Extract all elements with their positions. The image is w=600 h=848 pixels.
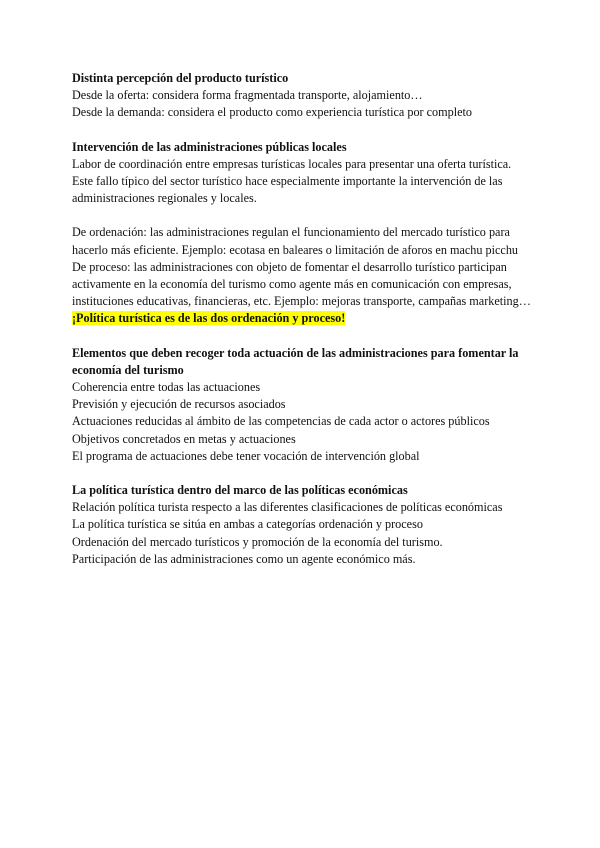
document-page (72, 70, 532, 585)
list-item: Objetivos concretados en metas y actuaciones (72, 431, 296, 446)
paragraph-line: Desde la demanda: considera el producto como experiencia turística por completo (72, 105, 473, 120)
section-heading: Distinta percepción del producto turístico (72, 71, 289, 85)
paragraph-spacer (72, 207, 532, 224)
paragraph-proceso: De proceso: las administraciones con objeto de fomentar el desarrollo turístico participan activamente en la economía del turismo como agente más en comunicación con empresas, instituciones educativas, financieras, etc. Ejemplo: mejoras transporte, campañas marketing… (72, 259, 531, 309)
paragraph-coordination: Labor de coordinación entre empresas turísticas locales para presentar una oferta turística. Este fallo típico del sector turístico hace especialmente importante la intervención de las administraciones regionales y locales. (72, 156, 512, 206)
highlight-line (72, 310, 532, 327)
list-item: Previsión y ejecución de recursos asociados (72, 397, 286, 412)
section-product-perception (72, 70, 532, 122)
list-item: Ordenación del mercado turísticos y promoción de la economía del turismo. (72, 534, 443, 549)
list-item: Relación política turista respecto a las diferentes clasificaciones de políticas económicas (72, 500, 503, 515)
list-item: Participación de las administraciones como un agente económico más. (72, 551, 416, 566)
section-public-administrations (72, 139, 532, 328)
section-economic-policies (72, 482, 532, 568)
section-heading: Intervención de las administraciones públicas locales (72, 139, 347, 154)
section-heading: La política turística dentro del marco de las políticas económicas (72, 483, 408, 498)
section-heading: Elementos que deben recoger toda actuación de las administraciones para fomentar la economía del turismo (72, 345, 519, 377)
paragraph-line: Desde la oferta: considera forma fragmentada transporte, alojamiento… (72, 88, 423, 103)
list-item: Actuaciones reducidas al ámbito de las competencias de cada actor o actores públicos (72, 414, 490, 429)
paragraph-ordenacion: De ordenación: las administraciones regulan el funcionamiento del mercado turístico para hacerlo más eficiente. Ejemplo: ecotasa en baleares o limitación de aforos en machu picchu (72, 225, 519, 257)
list-item: Coherencia entre todas las actuaciones (72, 380, 261, 395)
list-item: La política turística se sitúa en ambas a categorías ordenación y proceso (72, 517, 423, 532)
highlighted-text: ¡Política turística es de las dos ordenación y proceso! (72, 311, 346, 326)
list-item: El programa de actuaciones debe tener vocación de intervención global (72, 448, 420, 463)
section-required-elements (72, 345, 532, 465)
